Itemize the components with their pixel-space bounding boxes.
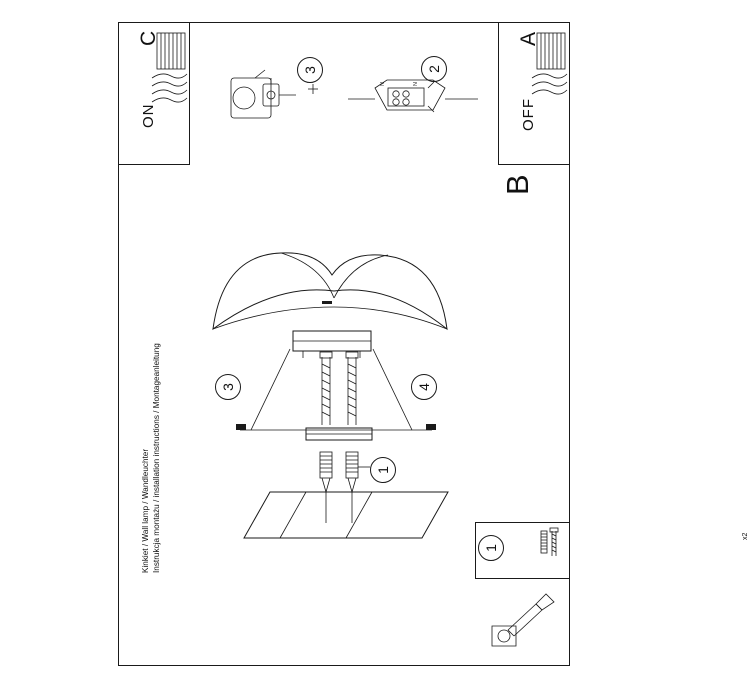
panel-c-state: ON <box>140 103 157 128</box>
terminal-marking-left: N <box>380 82 386 86</box>
callout-4-label: 4 <box>416 383 432 391</box>
callout-1-mid <box>370 457 396 483</box>
panel-a-state: OFF <box>520 98 537 131</box>
callout-2-label: 2 <box>426 65 442 73</box>
callout-1-mid-label: 1 <box>375 466 391 474</box>
callout-1-panel <box>478 535 504 561</box>
panel-a-letter: A <box>517 31 540 46</box>
callout-3-top-label: 3 <box>302 66 318 74</box>
callout-2 <box>421 56 447 82</box>
sheet-title-text: Instrukcja montażu / installation instructions / Montageanleitung <box>152 343 161 573</box>
terminal-marking-right: N <box>413 82 419 86</box>
panel-c-letter: C <box>137 30 160 46</box>
sheet-subtitle-text: Kinkiet / Wall lamp / Wandleuchter <box>141 448 150 573</box>
callout-4 <box>411 374 437 400</box>
instruction-sheet: C ON A OFF B Instrukcja montażu / installation instructions / Montageanleitung Kinkiet / Wall lamp / Wandleuchter x2 3 2 3 4 1 1 N N <box>0 0 688 688</box>
callout-1-panel-label: 1 <box>483 544 499 552</box>
callout-3-mid-label: 3 <box>220 383 236 391</box>
callout-3-top <box>297 57 323 83</box>
section-b-letter: B <box>500 174 535 195</box>
callout-3-mid <box>215 374 241 400</box>
